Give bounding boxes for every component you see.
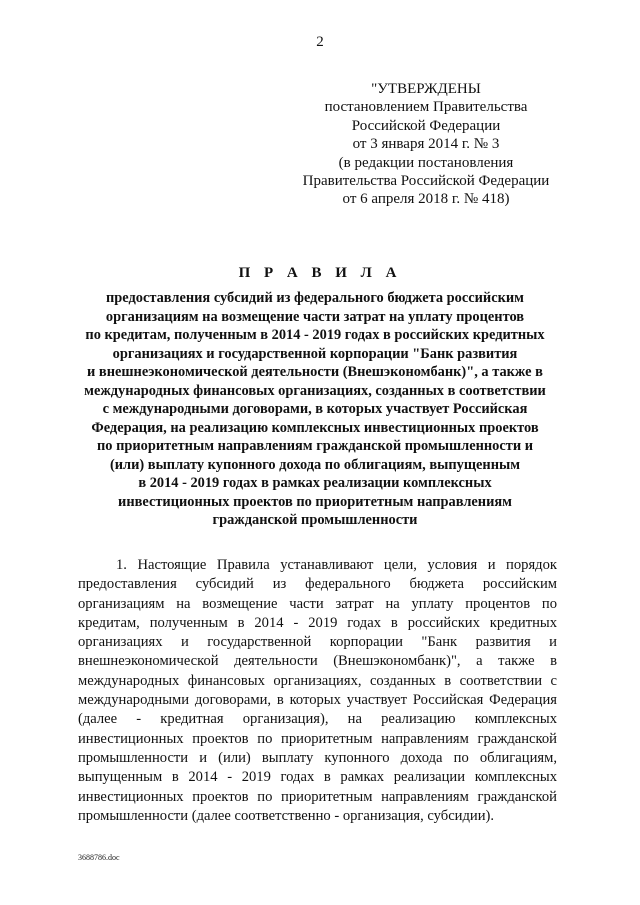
approval-block [300, 80, 552, 209]
subtitle-line: (или) выплату купонного дохода по облигациям, выпущенным [109, 456, 521, 473]
subtitle-line: в 2014 - 2019 годах в рамках реализации комплексных [138, 475, 492, 491]
paragraph-line: организациям на возмещение части затрат на уплату процентов по [78, 595, 557, 612]
subtitle-line: с международными договорами, в которых участвует Российская [102, 401, 528, 417]
subtitle-line: гражданской промышленности [212, 512, 418, 528]
subtitle-line: Федерация, на реализацию комплексных инвестиционных проектов [91, 419, 539, 436]
document-title: П Р А В И Л А [238, 265, 402, 281]
page-number: 2 [316, 34, 324, 50]
subtitle-line: инвестиционных проектов по приоритетным направлениям [118, 493, 512, 510]
subtitle-line: предоставления субсидий из федерального бюджета российским [106, 290, 524, 306]
paragraph-line: промышленности (далее соответственно - организация, субсидии). [78, 807, 495, 824]
subtitle-line: организациях и государственной корпорации "Банк развития [112, 345, 518, 362]
paragraph-line: инвестиционных проектов по приоритетным направлениям гражданской [78, 788, 557, 805]
approval-line: от 3 января 2014 г. № 3 [352, 136, 500, 153]
paragraph-line: предоставления субсидий из федерального бюджета российским [78, 576, 557, 593]
paragraph-line: промышленности и (или) выплату купонного дохода по облигациям, [78, 749, 557, 766]
subtitle-line: по приоритетным направлениям гражданской промышленности и [97, 438, 533, 454]
approval-line: постановлением Правительства [324, 99, 528, 116]
approval-line: Российской Федерации [351, 117, 501, 134]
paragraph-line: внешнеэкономической деятельности (Внешэкономбанк)", а также в [78, 653, 557, 670]
document-subtitle [60, 289, 570, 530]
approval-line: (в редакции постановления [338, 154, 514, 171]
paragraph-line: выпущенным в 2014 - 2019 годах в рамках реализации комплексных [78, 769, 557, 786]
approval-line: Правительства Российской Федерации [302, 173, 550, 190]
subtitle-line: международных финансовых организациях, созданных в соответствии [84, 382, 546, 399]
paragraph-line: 1. Настоящие Правила устанавливают цели, условия и порядок [116, 557, 557, 573]
paragraph-line: международных финансовых организациях, созданных в соответствии с [78, 672, 557, 689]
paragraph-line: инвестиционных проектов по приоритетным направлениям гражданской [78, 730, 557, 747]
approval-line: от 6 апреля 2018 г. № 418) [342, 191, 510, 208]
subtitle-line: по кредитам, полученным в 2014 - 2019 годах в российских кредитных [85, 327, 545, 343]
paragraph-1 [78, 556, 557, 826]
file-name-footer: 3688786.doc [78, 853, 120, 862]
paragraph-line: (далее - кредитная организация), на реализацию комплексных [78, 711, 557, 728]
subtitle-line: организациям на возмещение части затрат на уплату процентов [105, 308, 525, 325]
subtitle-line: и внешнеэкономической деятельности (Внешэкономбанк)", а также в [87, 364, 543, 380]
paragraph-line: международными договорами, в которых участвует Российская Федерация [78, 692, 557, 709]
approval-line: "УТВЕРЖДЕНЫ [371, 81, 481, 97]
paragraph-line: кредитам, полученным в 2014 - 2019 годах в российских кредитных [78, 614, 557, 631]
paragraph-line: организациях и государственной корпорации "Банк развития и [78, 634, 557, 651]
